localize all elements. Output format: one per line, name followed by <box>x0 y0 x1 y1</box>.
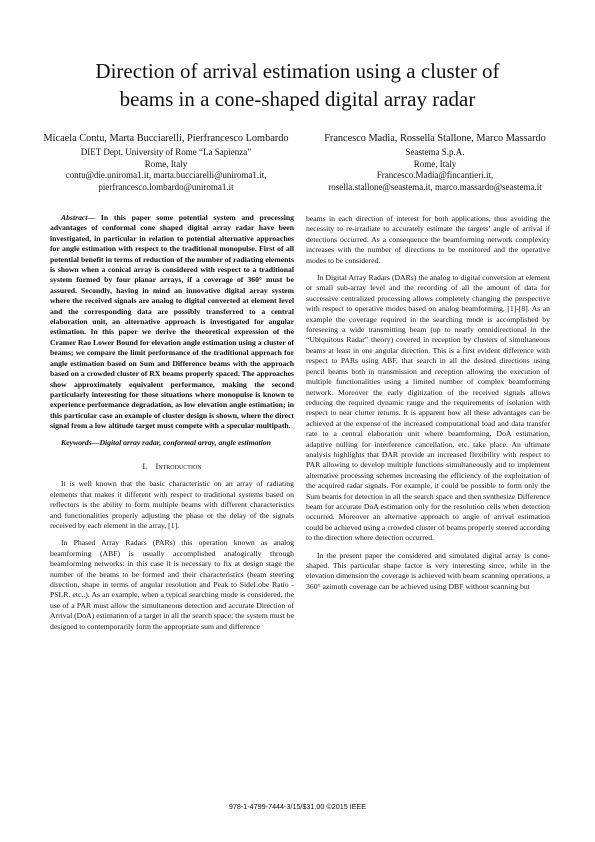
author-block-right <box>305 132 565 193</box>
author-email: Francesco.Madia@fincantieri.it, <box>376 170 494 180</box>
title-line-2: beams in a cone-shaped digital array radar <box>119 87 476 111</box>
body-paragraph: beams in each direction of interest for both applications, thus avoiding the necessity to re-irradiate to accurately estimate the targets’ angle of arrival if detections occurred. As a consequence the beamforming network complexity increases with the number of directions to be monitored and the operative modes to be considered. <box>306 214 550 265</box>
body-paragraph: In Digital Array Radars (DARs) the analog to digital conversion at element or small sub-array level and the recording of all the amount of data for successive centralized processing allows completely changing the perspective with respect to operative modes based on analog beamforming, [1]-[8]. As an example the coverage required in the searching mode is accomplished by foreseeing a wide transmitting beam (up to nearly omnidirectional in the “Ubiquitous Radar” theory) covered in reception by clusters of simultaneous beams at least in one angular direction. This is a first evident difference with respect to PARs using ABF, that search in all the desired directions using pencil beams both in transmission and reception allowing the execution of multiple functionalities using a limited number of complex beamforming network. Moreover the early digitization of the received signals allows reducing the required dynamic range and the requirements of isolation with respect to near clutter returns. It is apparent how all these advantages can be achieved at the expense of the increased computational load and data transfer rate to a central elaboration unit where beamforming, DoA estimation, adaptive nulling for interference cancellation, etc. take place. An ultimate analysis highlights that DAR provide an increased flexibility with respect to PAR allowing to develop multiple functions simultaneously and to implement alternative processing schemes increasing the efficiency of the exploitation of the acquired radar signals. For example, it could be possible to form only the Sum beams for detection in all the search space and then synthesize Difference beam for accurate DoA estimation only for the resolution cells when detection occurred. Moreover an alternative approach to angle of arrival estimation could be achieved using a crowded cluster of beams properly steered according to the direction where detection occurred. <box>306 273 550 543</box>
abstract-label: Abstract <box>61 213 88 222</box>
author-location: Rome, Italy <box>413 158 457 169</box>
author-names: Micaela Contu, Marta Bucciarelli, Pierfrancesco Lombardo <box>43 133 289 144</box>
right-column <box>306 214 550 592</box>
body-paragraph: In the present paper the considered and simulated digital array is cone-shaped. This particular shape factor is very interesting since, while in the elevation dimension the coverage is achieved with beam scanning operations, a 360° azimuth coverage can be achieved using DBF without scanning but <box>306 550 550 591</box>
keywords <box>50 438 294 448</box>
copyright-footer: 978-1-4799-7444-3/15/$31.00 ©2015 IEEE <box>228 802 367 811</box>
body-paragraph: In Phased Array Radars (PARs) this operation known as analog beamforming (ABF) is usually accomplished analogically through beamforming networks: in this case it is necessary to fix at design stage the number of the beams to be formed and their characteristics (beam steering direction, shape in terms of angular resolution and Peak to SideLobe Ratio - PSLR, etc..). As an example, when a typical searching mode is considered, the use of a PAR must allow the simultaneous detection and accurate Direction of Arrival (DoA) estimation of a target in all the search space; the system must be designed to contemporarily form the appropriate sum and difference <box>50 538 294 631</box>
author-email: contu@die.uniroma1.it, marta.bucciarelli@uniroma1.it, <box>65 170 267 180</box>
abstract <box>50 213 294 432</box>
author-affiliation: Seastema S.p.A. <box>405 147 465 157</box>
title-line-1: Direction of arrival estimation using a cluster of <box>95 59 500 83</box>
left-column <box>50 213 294 632</box>
author-names: Francesco Madia, Rossella Stallone, Marco Massardo <box>324 133 546 144</box>
section-number: I. <box>142 461 148 471</box>
paper-title <box>40 57 555 113</box>
body-paragraph: It is well known that the basic characteristic on an array of radiating elements that makes it different with respect to traditional systems based on reflectors is the ability to form multiple beams with different characteristics and functionalities properly adjusting the phase or the delay of the signals received by each element in the array, [1]. <box>50 479 294 530</box>
abstract-text: — In this paper some potential system and processing advantages of conformal cone shaped digital array radar have been investigated, in particular in relation to potential alternative approaches for angle estimation with respect to the traditional monopulse. First of all potential benefit in terms of reduction of the number of radiating elements is shown when a conical array is considered with respect to a traditional system formed by four planar arrays, if a coverage of 360° must be assured. Secondly, having in mind an innovative digital array system where the received signals are analog to digital converted at element level and the corresponding data are possibly transferred to a central elaboration unit, an alternative approach is investigated for angular estimation. In this paper we derive the theoretical expression of the Cramer Rao Lower Bound for elevation angle estimation using a cluster of beams; we compare the limit performance of the traditional approach for angle estimation based on Sum and Difference beams with the approach based on a crowded cluster of RX beams properly spaced. The approaches show approximately equivalent performance, making the second particularly interesting for those situations where monopulse is known to experience performance degradation, as low elevation angle estimation; in this particular case an example of cluster design is shown, where the direct signal from a low altitude target must compete with a specular multipath. <box>50 213 294 431</box>
keywords-label: Keywords <box>61 437 92 447</box>
author-email: rosella.stallone@seastema.it, marco.massardo@seastema.it <box>328 181 542 192</box>
keywords-text: —Digital array radar, conformal array, angle estimation <box>91 437 271 447</box>
author-email: pierfrancesco.lombardo@uniroma1.it <box>98 181 234 192</box>
author-location: Rome, Italy <box>144 158 188 169</box>
section-heading <box>50 462 294 472</box>
section-title: Introduction <box>155 461 202 471</box>
author-block-left <box>36 132 296 193</box>
author-affiliation: DIET Dept. University of Rome “La Sapienza” <box>80 147 252 157</box>
